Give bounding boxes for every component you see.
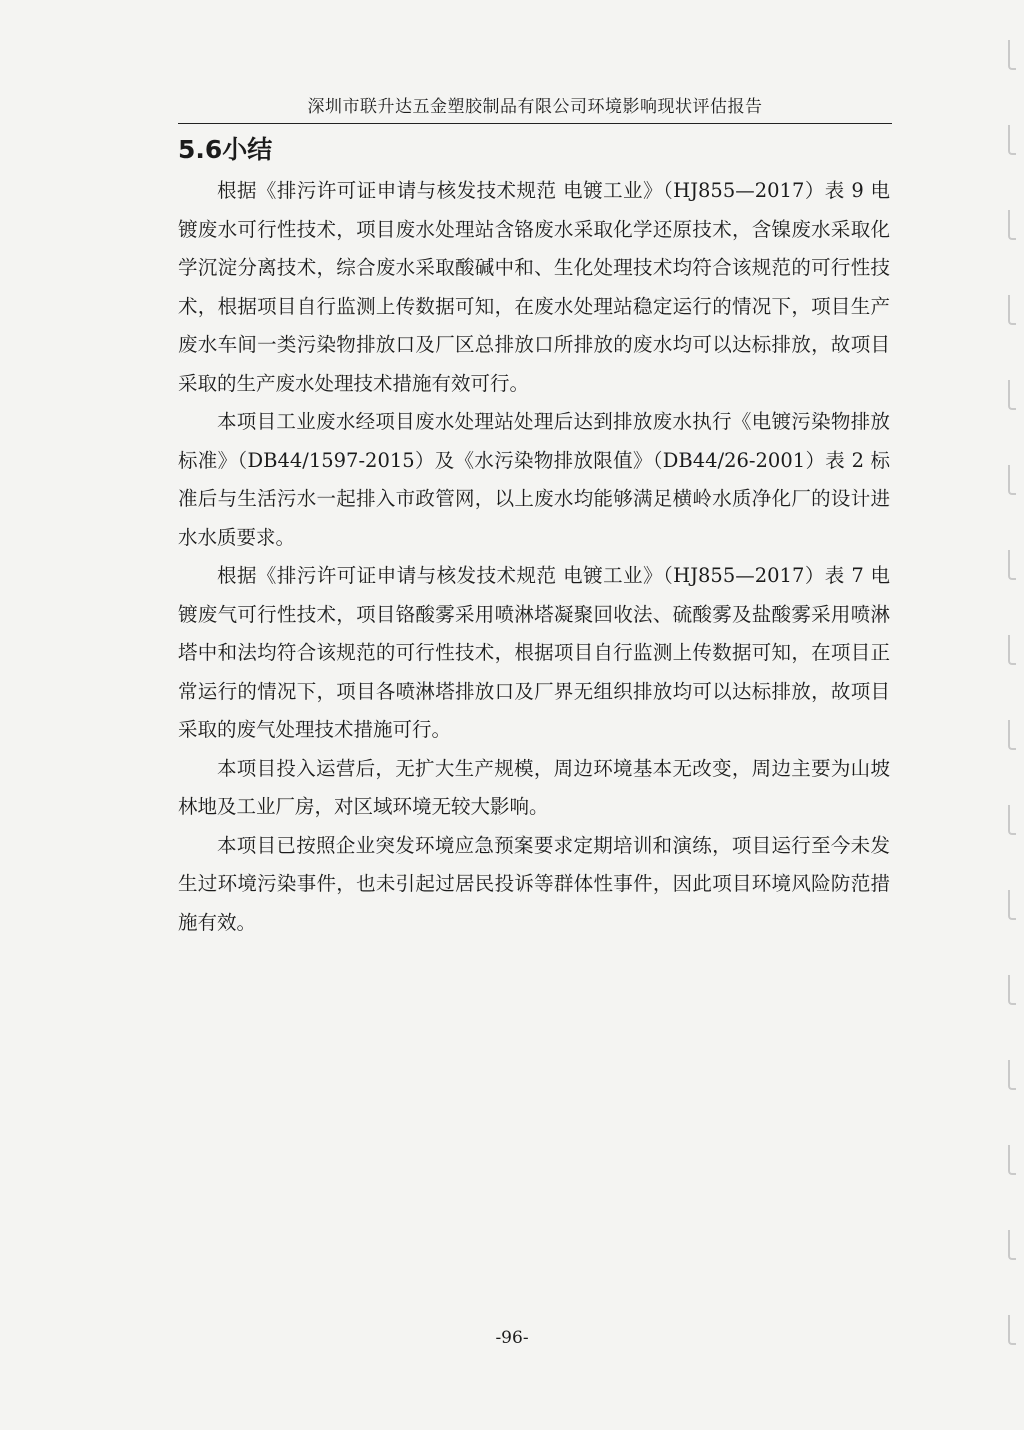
binding-hole — [1008, 975, 1016, 1005]
binding-hole — [1008, 380, 1016, 410]
paragraph-wastewater-technology: 根据《排污许可证申请与核发技术规范 电镀工业》（HJ855—2017）表 9 电镀废水可行性技术，项目废水处理站含铬废水采取化学还原技术，含镍废水采取化学沉淀分离技术，综合废水采取酸碱中和、生化处理技术均符合该规范的可行性技术，根据项目自行监测上传数据可知，在废水处理站稳定运行的情况下，项目生产废水车间一类污染物排放口及厂区总排放口所排放的废水均可以达标排放，故项目采取的生产废水处理技术措施有效可行。 — [178, 179, 890, 395]
binding-holes — [998, 40, 1016, 1400]
binding-hole — [1008, 1145, 1016, 1175]
page-header: 深圳市联升达五金塑胶制品有限公司环境影响现状评估报告 — [178, 92, 892, 124]
binding-hole — [1008, 210, 1016, 240]
binding-hole — [1008, 720, 1016, 750]
page-number: -96- — [495, 1328, 529, 1348]
binding-hole — [1008, 1060, 1016, 1090]
section-title: 5.6小结 — [178, 135, 273, 164]
paragraph-environmental-risk: 本项目已按照企业突发环境应急预案要求定期培训和演练，项目运行至今未发生过环境污染事件，也未引起过居民投诉等群体性事件，因此项目环境风险防范措施有效。 — [178, 833, 890, 934]
paragraph-surrounding-environment: 本项目投入运营后，无扩大生产规模，周边环境基本无改变，周边主要为山坡林地及工业厂房，对区域环境无较大影响。 — [178, 756, 890, 818]
binding-hole — [1008, 805, 1016, 835]
paragraph-wastewater-discharge: 本项目工业废水经项目废水处理站处理后达到排放废水执行《电镀污染物排放标准》（DB44/1597-2015）及《水污染物排放限值》（DB44/26-2001）表 2 标准后与生活污水一起排入市政管网，以上废水均能够满足横岭水质净化厂的设计进水水质要求。 — [178, 410, 890, 549]
binding-hole — [1008, 1230, 1016, 1260]
binding-hole — [1008, 635, 1016, 665]
binding-hole — [1008, 40, 1016, 70]
binding-hole — [1008, 125, 1016, 155]
binding-hole — [1008, 550, 1016, 580]
binding-hole — [1008, 465, 1016, 495]
binding-hole — [1008, 890, 1016, 920]
binding-hole — [1008, 295, 1016, 325]
paragraph-exhaust-gas-technology: 根据《排污许可证申请与核发技术规范 电镀工业》（HJ855—2017）表 7 电镀废气可行性技术，项目铬酸雾采用喷淋塔凝聚回收法、硫酸雾及盐酸雾采用喷淋塔中和法均符合该规范的可行性技术，根据项目自行监测上传数据可知，在项目正常运行的情况下，项目各喷淋塔排放口及厂界无组织排放均可以达标排放，故项目采取的废气处理技术措施可行。 — [178, 564, 890, 741]
section-body — [178, 172, 890, 942]
